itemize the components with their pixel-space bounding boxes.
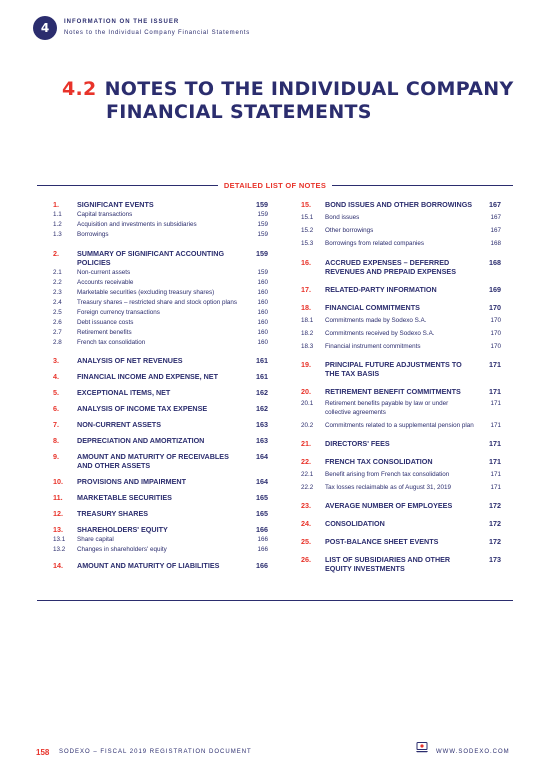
note-page-number: 161 — [256, 356, 268, 365]
note-number: 3. — [53, 356, 59, 365]
sub-note-entry — [301, 421, 501, 430]
note-number: 20.1 — [301, 400, 314, 407]
note-title: ACCRUED EXPENSES – DEFERRED REVENUES AND PREPAID EXPENSES — [325, 258, 457, 276]
note-number: 25. — [301, 537, 311, 546]
laptop-icon — [415, 740, 429, 754]
note-page-number: 171 — [489, 457, 501, 466]
note-page-number: 167 — [490, 214, 501, 221]
list-title: DETAILED LIST OF NOTES — [223, 180, 327, 190]
note-page-number: 172 — [489, 501, 501, 510]
sub-note-entry — [53, 318, 268, 327]
sub-note-entry — [301, 329, 501, 338]
note-page-number: 159 — [257, 211, 268, 218]
note-number: 22.1 — [301, 471, 314, 478]
note-page-number: 172 — [489, 537, 501, 546]
note-page-number: 170 — [489, 303, 501, 312]
note-page-number: 159 — [257, 231, 268, 238]
note-page-number: 160 — [257, 299, 268, 306]
note-number: 1.1 — [53, 211, 62, 218]
note-entry — [301, 519, 501, 528]
note-page-number: 167 — [489, 200, 501, 209]
sub-note-entry — [53, 545, 268, 554]
note-entry — [53, 404, 268, 413]
chapter-number-badge: 4 — [33, 16, 57, 40]
note-number: 13.1 — [53, 536, 66, 543]
note-number: 22. — [301, 457, 311, 466]
note-entry — [301, 258, 501, 276]
note-title: Marketable securities (excluding treasury shares) — [77, 289, 215, 296]
note-page-number: 172 — [489, 519, 501, 528]
list-header — [37, 180, 513, 190]
note-entry — [301, 285, 501, 294]
note-title: TREASURY SHARES — [77, 509, 149, 518]
note-number: 22.2 — [301, 484, 314, 491]
note-title: Commitments made by Sodexo S.A. — [325, 317, 427, 324]
sub-note-entry — [301, 483, 501, 492]
note-number: 1.2 — [53, 221, 62, 228]
sub-note-entry — [53, 278, 268, 287]
note-title: Share capital — [77, 536, 114, 543]
note-title: ANALYSIS OF NET REVENUES — [77, 356, 183, 365]
note-number: 15. — [301, 200, 311, 209]
note-title: Accounts receivable — [77, 279, 134, 286]
note-number: 24. — [301, 519, 311, 528]
note-number: 14. — [53, 561, 63, 570]
header-subsection-title: Notes to the Individual Company Financial Statements — [64, 30, 251, 36]
sub-note-entry — [301, 399, 501, 417]
note-entry — [53, 200, 268, 209]
note-title: Changes in shareholders' equity — [77, 546, 167, 553]
note-entry — [301, 200, 501, 209]
note-title: ANALYSIS OF INCOME TAX EXPENSE — [77, 404, 208, 413]
note-entry — [53, 493, 268, 502]
note-page-number: 164 — [256, 452, 268, 461]
note-title: CONSOLIDATION — [325, 519, 385, 528]
note-entry — [301, 360, 501, 378]
header-section-title: INFORMATION ON THE ISSUER — [64, 19, 180, 25]
sub-note-entry — [301, 470, 501, 479]
note-page-number: 165 — [256, 493, 268, 502]
note-title: DIRECTORS' FEES — [325, 439, 390, 448]
note-page-number: 173 — [489, 555, 501, 564]
note-page-number: 160 — [257, 319, 268, 326]
note-page-number: 159 — [256, 200, 268, 209]
note-page-number: 166 — [257, 546, 268, 553]
note-number: 13.2 — [53, 546, 66, 553]
note-entry — [53, 509, 268, 518]
note-title: RELATED-PARTY INFORMATION — [325, 285, 437, 294]
note-title: FINANCIAL COMMITMENTS — [325, 303, 420, 312]
note-page-number: 160 — [257, 329, 268, 336]
note-number: 2.2 — [53, 279, 62, 286]
note-title: Non-current assets — [77, 269, 131, 276]
note-title: SUMMARY OF SIGNIFICANT ACCOUNTING POLICIES — [77, 249, 225, 267]
note-number: 19. — [301, 360, 311, 369]
sub-note-entry — [53, 298, 268, 307]
note-title: Bond issues — [325, 214, 360, 221]
note-number: 1. — [53, 200, 59, 209]
note-number: 11. — [53, 493, 63, 502]
note-number: 2.6 — [53, 319, 62, 326]
note-number: 12. — [53, 509, 63, 518]
note-entry — [301, 439, 501, 448]
footer-page-number: 158 — [36, 748, 50, 757]
note-page-number: 171 — [490, 422, 501, 429]
bottom-rule — [37, 600, 513, 601]
note-entry — [301, 457, 501, 466]
note-page-number: 171 — [490, 471, 501, 478]
note-page-number: 160 — [257, 279, 268, 286]
note-number: 23. — [301, 501, 311, 510]
note-entry — [301, 387, 501, 396]
note-entry — [53, 372, 268, 381]
note-number: 2. — [53, 249, 59, 258]
note-page-number: 171 — [490, 484, 501, 491]
page-title — [62, 78, 514, 124]
note-page-number: 160 — [257, 289, 268, 296]
sub-note-entry — [53, 535, 268, 544]
sub-note-entry — [53, 308, 268, 317]
note-number: 4. — [53, 372, 59, 381]
sub-note-entry — [53, 328, 268, 337]
note-title: Other borrowings — [325, 227, 374, 234]
note-page-number: 160 — [257, 339, 268, 346]
note-title: Financial instrument commitments — [325, 343, 421, 350]
note-page-number: 168 — [490, 240, 501, 247]
note-page-number: 170 — [490, 343, 501, 350]
list-header-rule-right — [332, 185, 513, 186]
note-entry — [301, 303, 501, 312]
note-title: RETIREMENT BENEFIT COMMITMENTS — [325, 387, 461, 396]
note-page-number: 163 — [256, 436, 268, 445]
note-page-number: 171 — [489, 439, 501, 448]
note-number: 2.8 — [53, 339, 62, 346]
note-title: Acquisition and investments in subsidiaries — [77, 221, 197, 228]
sub-note-entry — [301, 226, 501, 235]
note-entry — [53, 388, 268, 397]
note-title: Retirement benefits payable by law or under collective agreements — [325, 400, 449, 416]
list-header-rule-left — [37, 185, 218, 186]
note-page-number: 161 — [256, 372, 268, 381]
note-page-number: 170 — [490, 330, 501, 337]
note-title: Benefit arising from French tax consolidation — [325, 471, 450, 478]
note-title: SIGNIFICANT EVENTS — [77, 200, 154, 209]
note-number: 1.3 — [53, 231, 62, 238]
note-page-number: 163 — [256, 420, 268, 429]
note-page-number: 164 — [256, 477, 268, 486]
note-title: Capital transactions — [77, 211, 133, 218]
note-title: Debt issuance costs — [77, 319, 134, 326]
note-title: FRENCH TAX CONSOLIDATION — [325, 457, 433, 466]
title-number: 4.2 — [62, 78, 97, 100]
note-number: 17. — [301, 285, 311, 294]
note-title: LIST OF SUBSIDIARIES AND OTHER EQUITY INVESTMENTS — [325, 555, 451, 573]
note-title: Borrowings from related companies — [325, 240, 425, 247]
sub-note-entry — [53, 268, 268, 277]
note-page-number: 160 — [257, 309, 268, 316]
note-page-number: 168 — [489, 258, 501, 267]
note-page-number: 171 — [489, 387, 501, 396]
note-entry — [301, 501, 501, 510]
notes-column-left — [53, 200, 268, 570]
sub-note-entry — [301, 213, 501, 222]
note-entry — [53, 420, 268, 429]
note-title: AMOUNT AND MATURITY OF LIABILITIES — [77, 561, 220, 570]
note-entry — [53, 452, 268, 470]
note-entry — [53, 436, 268, 445]
note-number: 2.1 — [53, 269, 62, 276]
sub-note-entry — [301, 316, 501, 325]
note-page-number: 166 — [256, 561, 268, 570]
note-number: 2.4 — [53, 299, 62, 306]
note-title: EXCEPTIONAL ITEMS, NET — [77, 388, 171, 397]
note-page-number: 171 — [490, 400, 501, 407]
note-page-number: 170 — [490, 317, 501, 324]
note-page-number: 162 — [256, 388, 268, 397]
note-entry — [53, 249, 268, 267]
note-title: DEPRECIATION AND AMORTIZATION — [77, 436, 205, 445]
note-number: 18. — [301, 303, 311, 312]
sub-note-entry — [53, 288, 268, 297]
note-page-number: 167 — [490, 227, 501, 234]
note-title: French tax consolidation — [77, 339, 146, 346]
sub-note-entry — [301, 342, 501, 351]
note-title: FINANCIAL INCOME AND EXPENSE, NET — [77, 372, 218, 381]
note-page-number: 159 — [256, 249, 268, 258]
note-number: 9. — [53, 452, 59, 461]
sub-note-entry — [53, 210, 268, 219]
note-title: POST-BALANCE SHEET EVENTS — [325, 537, 439, 546]
title-line-2: FINANCIAL STATEMENTS — [106, 101, 372, 123]
note-title: Tax losses reclaimable as of August 31, 2019 — [325, 484, 452, 491]
note-number: 18.2 — [301, 330, 314, 337]
note-number: 10. — [53, 477, 63, 486]
note-number: 15.3 — [301, 240, 314, 247]
note-number: 20. — [301, 387, 311, 396]
note-number: 20.2 — [301, 422, 314, 429]
note-title: PROVISIONS AND IMPAIRMENT — [77, 477, 187, 486]
sub-note-entry — [53, 220, 268, 229]
note-number: 15.2 — [301, 227, 314, 234]
footer-website-link[interactable]: WWW.SODEXO.COM — [436, 749, 510, 755]
note-entry — [53, 525, 268, 534]
note-number: 15.1 — [301, 214, 314, 221]
note-page-number: 165 — [256, 509, 268, 518]
note-number: 8. — [53, 436, 59, 445]
note-number: 26. — [301, 555, 311, 564]
note-number: 5. — [53, 388, 59, 397]
note-page-number: 171 — [489, 360, 501, 369]
note-page-number: 159 — [257, 221, 268, 228]
note-number: 18.3 — [301, 343, 314, 350]
note-entry — [53, 356, 268, 365]
note-number: 21. — [301, 439, 311, 448]
note-number: 2.7 — [53, 329, 62, 336]
notes-column-right — [301, 200, 501, 573]
note-title: AVERAGE NUMBER OF EMPLOYEES — [325, 501, 453, 510]
note-number: 16. — [301, 258, 311, 267]
note-number: 2.5 — [53, 309, 62, 316]
note-title: SHAREHOLDERS' EQUITY — [77, 525, 168, 534]
title-line-1: NOTES TO THE INDIVIDUAL COMPANY — [104, 78, 514, 100]
note-entry — [301, 537, 501, 546]
note-page-number: 162 — [256, 404, 268, 413]
note-title: Foreign currency transactions — [77, 309, 160, 316]
note-entry — [53, 477, 268, 486]
sub-note-entry — [53, 230, 268, 239]
footer-document-title: SODEXO – FISCAL 2019 REGISTRATION DOCUMENT — [59, 749, 252, 755]
note-number: 18.1 — [301, 317, 314, 324]
note-number: 13. — [53, 525, 63, 534]
note-page-number: 166 — [256, 525, 268, 534]
sub-note-entry — [301, 239, 501, 248]
note-title: Commitments related to a supplemental pension plan — [325, 422, 474, 429]
note-title: AMOUNT AND MATURITY OF RECEIVABLES AND OTHER ASSETS — [77, 452, 229, 470]
note-page-number: 169 — [489, 285, 501, 294]
sub-note-entry — [53, 338, 268, 347]
note-title: BOND ISSUES AND OTHER BORROWINGS — [325, 200, 473, 209]
note-title: PRINCIPAL FUTURE ADJUSTMENTS TO THE TAX BASIS — [325, 360, 462, 378]
note-title: MARKETABLE SECURITIES — [77, 493, 172, 502]
note-title: Treasury shares – restricted share and stock option plans — [77, 299, 238, 306]
note-page-number: 166 — [257, 536, 268, 543]
note-number: 7. — [53, 420, 59, 429]
note-title: Commitments received by Sodexo S.A. — [325, 330, 435, 337]
note-page-number: 159 — [257, 269, 268, 276]
note-number: 6. — [53, 404, 59, 413]
note-title: NON-CURRENT ASSETS — [77, 420, 161, 429]
note-title: Retirement benefits — [77, 329, 132, 336]
note-title: Borrowings — [77, 231, 109, 238]
note-number: 2.3 — [53, 289, 62, 296]
note-entry — [53, 561, 268, 570]
note-entry — [301, 555, 501, 573]
